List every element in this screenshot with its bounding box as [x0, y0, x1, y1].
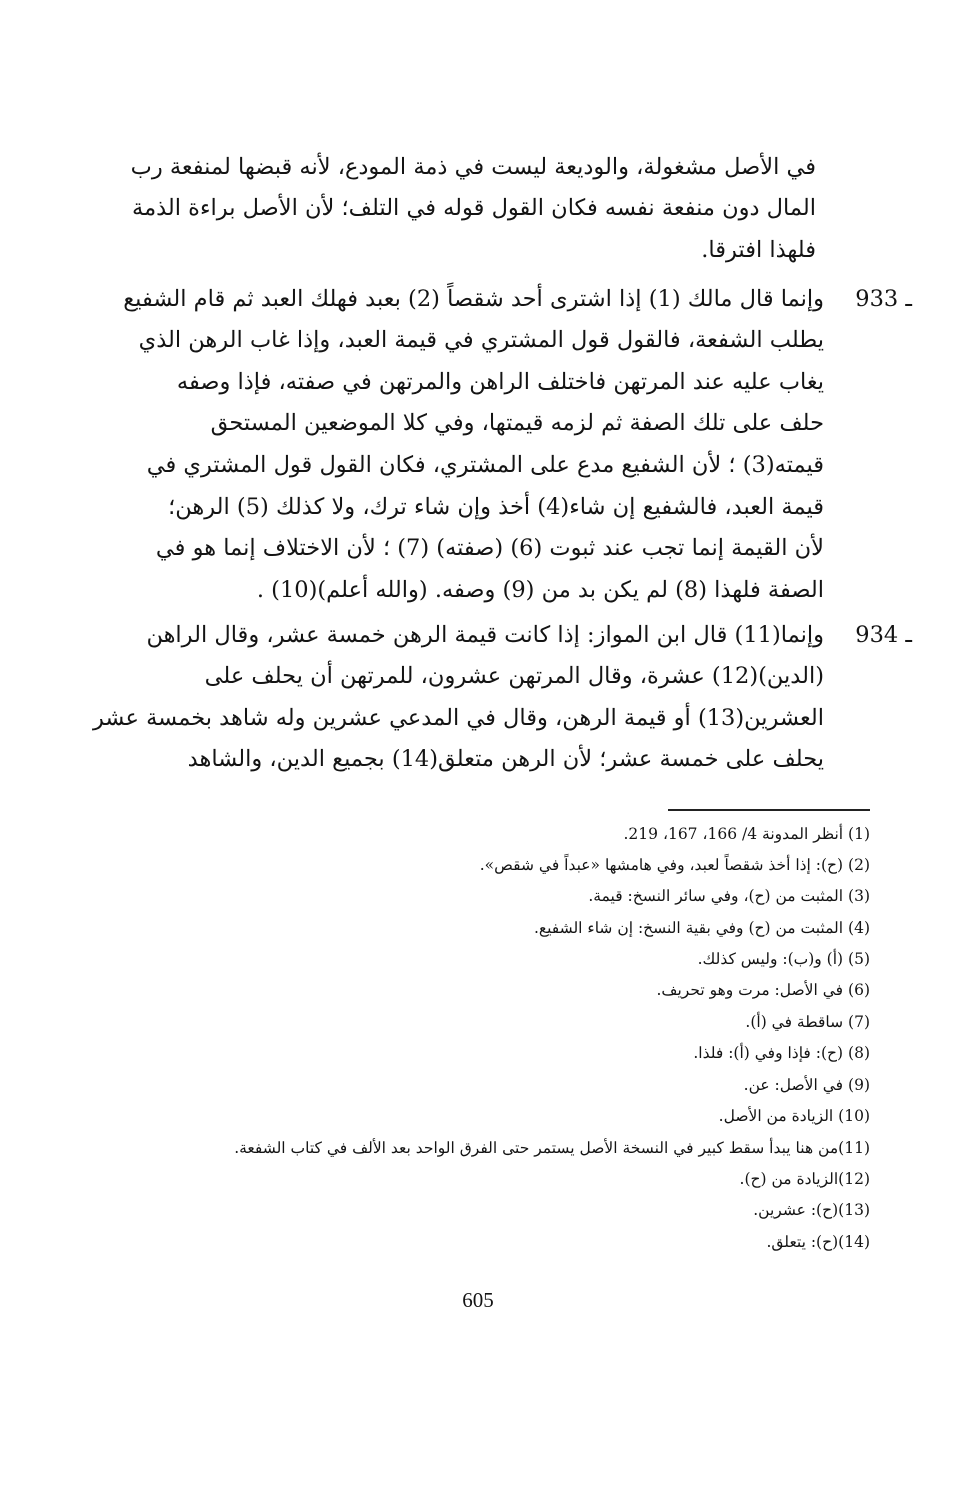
- footnote: (11)من هنا يبدأ سقط كبير في النسخة الأصل يستمر حتى الفرق الواحد بعد الألف في كتاب الشفعة.: [234, 1139, 870, 1157]
- text-line: يغاب عليه عند المرتهن فاختلف الراهن والمرتهن في صفته، فإذا وصفه: [176, 369, 824, 395]
- footnote: (7) ساقطة في (أ).: [745, 1013, 870, 1031]
- text-line: قيمة العبد، فالشفيع إن شاء(4) أخذ وإن شاء ترك، ولا كذلك (5) الرهن؛: [168, 494, 824, 520]
- footnote: (14)(ح): يتعلق.: [766, 1233, 870, 1251]
- footnote: (8) (ح): فإذا وفي (أ): فلذا.: [693, 1044, 870, 1062]
- text-line: وإنما قال مالك (1) إذا اشترى أحد شقصاً (2) بعبد فهلك العبد ثم قام الشفيع: [123, 286, 824, 312]
- text-line: حلف على تلك الصفة ثم لزمه قيمتها، وفي كلا الموضعين المستحق: [210, 410, 824, 436]
- text-line: (الدين)(12) عشرة، وقال المرتهن عشرون، للمرتهن أن يحلف على: [204, 663, 824, 689]
- footnote-separator: [668, 809, 870, 811]
- footnote: (13)(ح): عشرين.: [753, 1201, 870, 1219]
- footnote: (1) أنظر المدونة 4/ 166، 167، 219.: [623, 825, 870, 843]
- text-line: لأن القيمة إنما تجب عند ثبوت (6) (صفته) (7) ؛ لأن الاختلاف إنما هو في: [155, 535, 824, 561]
- footnote: (12)الزيادة من (ح).: [739, 1170, 870, 1188]
- text-line: المال دون منفعة نفسه فكان القول قوله في التلف؛ لأن الأصل براءة الذمة: [132, 195, 816, 221]
- text-line: وإنما(11) قال ابن المواز: إذا كانت قيمة الرهن خمسة عشر، وقال الراهن: [146, 622, 824, 648]
- text-line: يطلب الشفعة، فالقول قول المشتري في قيمة العبد، وإذا غاب الرهن الذي: [138, 327, 824, 353]
- text-line: فلهذا افترقا.: [701, 237, 816, 263]
- paragraph-number: 934 ـ: [855, 622, 912, 648]
- footnote: (3) المثبت من (ح)، وفي سائر النسخ: قيمة.: [588, 887, 870, 905]
- page-number: 605: [462, 1288, 494, 1312]
- footnote: (10) الزيادة من الأصل.: [718, 1107, 870, 1125]
- footnote: (4) المثبت من (ح) وفي بقية النسخ: إن شاء الشفيع.: [533, 919, 870, 937]
- text-line: العشرين(13) أو قيمة الرهن، وقال في المدعي عشرين وله شاهد بخمسة عشر: [93, 705, 824, 731]
- text-line: الصفة فلهذا (8) لم يكن بد من (9) وصفه. (والله أعلم)(10) .: [256, 577, 824, 603]
- footnote: (2) (ح): إذا أخذ شقصاً لعبد، وفي هامشها «عبداً في شقص».: [479, 856, 870, 874]
- footnote: (9) في الأصل: عن.: [743, 1076, 870, 1094]
- footnote: (6) في الأصل: مرت وهو تحريف.: [656, 981, 870, 999]
- text-line: في الأصل مشغولة، والوديعة ليست في ذمة المودع، لأنه قبضها لمنفعة رب: [130, 154, 816, 180]
- paragraph-number: 933 ـ: [855, 286, 912, 312]
- text-line: قيمته(3) ؛ لأن الشفيع مدع على المشتري، فكان القول قول المشتري في: [146, 452, 824, 478]
- text-line: يحلف على خمسة عشر؛ لأن الرهن متعلق(14) بجميع الدين، والشاهد: [187, 746, 824, 772]
- footnote: (5) (أ) و(ب): وليس كذلك.: [697, 950, 870, 968]
